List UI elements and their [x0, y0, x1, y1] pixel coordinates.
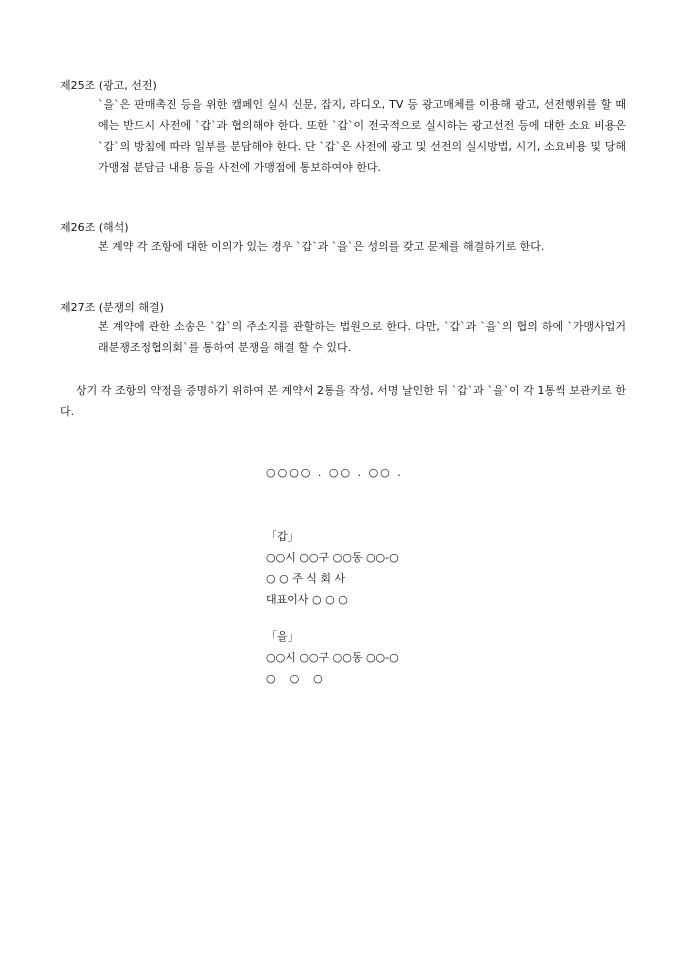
article-26: [60, 220, 626, 257]
article-body: `을`은 판매촉진 등을 위한 캠페인 실시 신문, 잡지, 라디오, TV 등 광고매체를 이용해 광고, 선전행위를 할 때에는 반드시 사전에 `갑`과 협의해야 한다. 또한 `갑`이 전국적으로 실시하는 광고선전 등에 대한 소요 비용은 `갑`의 방침에 따라 일부를 분담해야 한다. 단 `갑`은 사전에 광고 및 선전의 실시방법, 시기, 소요비용 및 당해 가맹점 분담금 내용 등을 사전에 가맹점에 통보하여야 한다.: [98, 98, 626, 174]
article-body: 본 계약 각 조항에 대한 이의가 있는 경우 `갑`과 `을`은 성의를 갖고 문제를 해결하기로 한다.: [98, 240, 545, 253]
party-a-representative: 대표이사 ○ ○ ○: [266, 593, 348, 606]
article-heading: 제25조 (광고, 선전): [60, 79, 157, 92]
contract-date: ○○○○ . ○○ . ○○ .: [266, 466, 403, 479]
article-25: [60, 78, 626, 178]
party-b-block: [266, 626, 399, 689]
article-heading: 제27조 (분쟁의 해결): [60, 301, 164, 314]
party-a-address: ○○시 ○○구 ○○동 ○○-○: [266, 551, 399, 564]
party-b-address: ○○시 ○○구 ○○동 ○○-○: [266, 651, 399, 664]
article-heading: 제26조 (해석): [60, 221, 129, 234]
party-a-label: 「갑」: [266, 530, 299, 543]
article-27: [60, 300, 626, 358]
party-b-name: ○ ○ ○: [266, 672, 323, 685]
closing-paragraph: 상기 각 조항의 약정을 증명하기 위하여 본 계약서 2통을 작성, 서명 날인한 뒤 `갑`과 `을`이 각 1통씩 보관키로 한다.: [60, 384, 626, 418]
party-b-label: 「을」: [266, 630, 299, 643]
article-body: 본 계약에 관한 소송은 `갑`의 주소지를 관할하는 법원으로 한다. 다만, `갑`과 `을`의 협의 하에 `가맹사업거래분쟁조정협의회`를 통하여 분쟁을 해결 할 수 있다.: [98, 320, 626, 354]
party-a-company: ○ ○ 주 식 회 사: [266, 572, 346, 585]
party-a-block: [266, 526, 399, 610]
